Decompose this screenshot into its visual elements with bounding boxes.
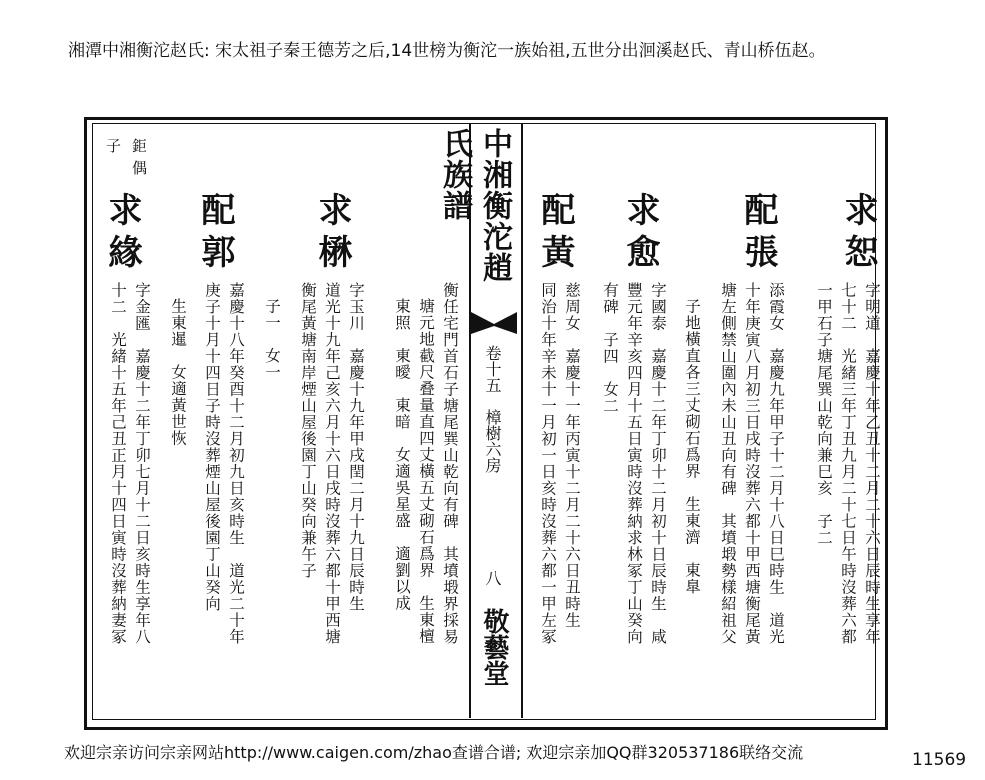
fish-tail-ornament (471, 312, 517, 334)
text-column: 慈周女 嘉慶十一年丙寅十二月二十六日丑時生 (563, 282, 581, 629)
site-footer: 欢迎宗亲访问宗亲网站http://www.caigen.com/zhao查谱合谱; 欢迎宗亲加QQ群320537186联络交流 (64, 743, 804, 762)
text-column: 子地橫直各三丈砌石爲界 生東濟 東臯 (683, 298, 701, 595)
top-note: 子 (104, 138, 122, 153)
text-column: 十二 光緒十五年己丑正月十四日寅時沒葬納妻冢 (109, 282, 127, 645)
text-column: 一甲石子塘尾巽山乾向兼巳亥 子二 (815, 282, 833, 546)
text-column: 塘元地截尺叠量直四丈橫五丈砌石爲界 生東檀 (417, 298, 435, 645)
text-column: 東照 東曖 東暗 女適吳星盛 適劉以成 (393, 298, 411, 612)
text-column: 衡尾黃塘南岸煙山屋後園丁山癸向兼午子 (299, 282, 317, 579)
text-column: 塘左側禁山圍內未山丑向有碑 其墳塅勢樣紹祖父 (719, 282, 737, 645)
text-column: 豐元年辛亥四月十五日寅時沒葬納求林冢丁山癸向 (625, 282, 643, 645)
heading-pei-guo: 配郭 (195, 192, 235, 276)
heading-qiushu: 求恕 (838, 192, 878, 276)
hall-name: 敬藝堂 (479, 608, 509, 686)
top-note: 鉅 (130, 138, 148, 153)
text-column: 生東暹 女適黃世恢 (169, 298, 187, 447)
text-column: 同治十年辛未十一月初一日亥時沒葬六都一甲左冢 (539, 282, 557, 645)
text-column: 道光十九年己亥六月十六日戌時沒葬六都十甲西塘 (323, 282, 341, 645)
text-column: 嘉慶十八年癸酉十二月初九日亥時生 道光二十年 (227, 282, 245, 645)
text-column: 添霞女 嘉慶九年甲子十二月十八日巳時生 道光 (767, 282, 785, 645)
heading-qiuyuan: 求緣 (102, 192, 142, 276)
page-caption: 湘潭中湘衡沱赵氏: 宋太祖子秦王德芳之后,14世榜为衡沱一族始祖,五世分出洄溪赵氏、青山桥伍赵。 (68, 41, 826, 61)
text-column: 子一 女一 (263, 298, 281, 381)
text-column: 十年庚寅八月初三日戌時沒葬六都十甲西塘衡尾黃 (743, 282, 761, 645)
text-column: 庚子十月十四日子時沒葬煙山屋後園丁山癸向 (203, 282, 221, 612)
text-column: 字國泰 嘉慶十二年丁卯十二月初十日辰時生 咸 (649, 282, 667, 645)
book-title: 中湘衡沱趙氏族譜 (437, 128, 512, 283)
text-column: 字金匯 嘉慶十二年丁卯七月十二日亥時生享年八 (133, 282, 151, 645)
heading-pei-zhang: 配張 (738, 192, 778, 276)
heading-qiumao: 求楙 (312, 192, 352, 276)
heading-qiuyu: 求愈 (620, 192, 660, 276)
page-number: 11569 (912, 750, 967, 770)
text-column: 字明道 嘉慶十年乙丑十二月二十六日辰時生享年 (863, 282, 881, 645)
top-note: 偶 (130, 160, 148, 175)
volume-label: 卷十五 樟樹六房 (483, 345, 502, 473)
text-column: 七十二 光緒三年丁丑九月二十七日午時沒葬六都 (839, 282, 857, 645)
text-column: 有碑 子四 女二 (601, 282, 619, 414)
leaf-number: 八 (483, 570, 502, 586)
heading-pei-huang: 配黃 (535, 192, 575, 276)
text-column: 字玉川 嘉慶十九年甲戌閏二月十九日辰時生 (347, 282, 365, 612)
text-column: 衡任宅門首石子塘尾巽山乾向有碑 其墳塅界採易 (441, 282, 459, 645)
